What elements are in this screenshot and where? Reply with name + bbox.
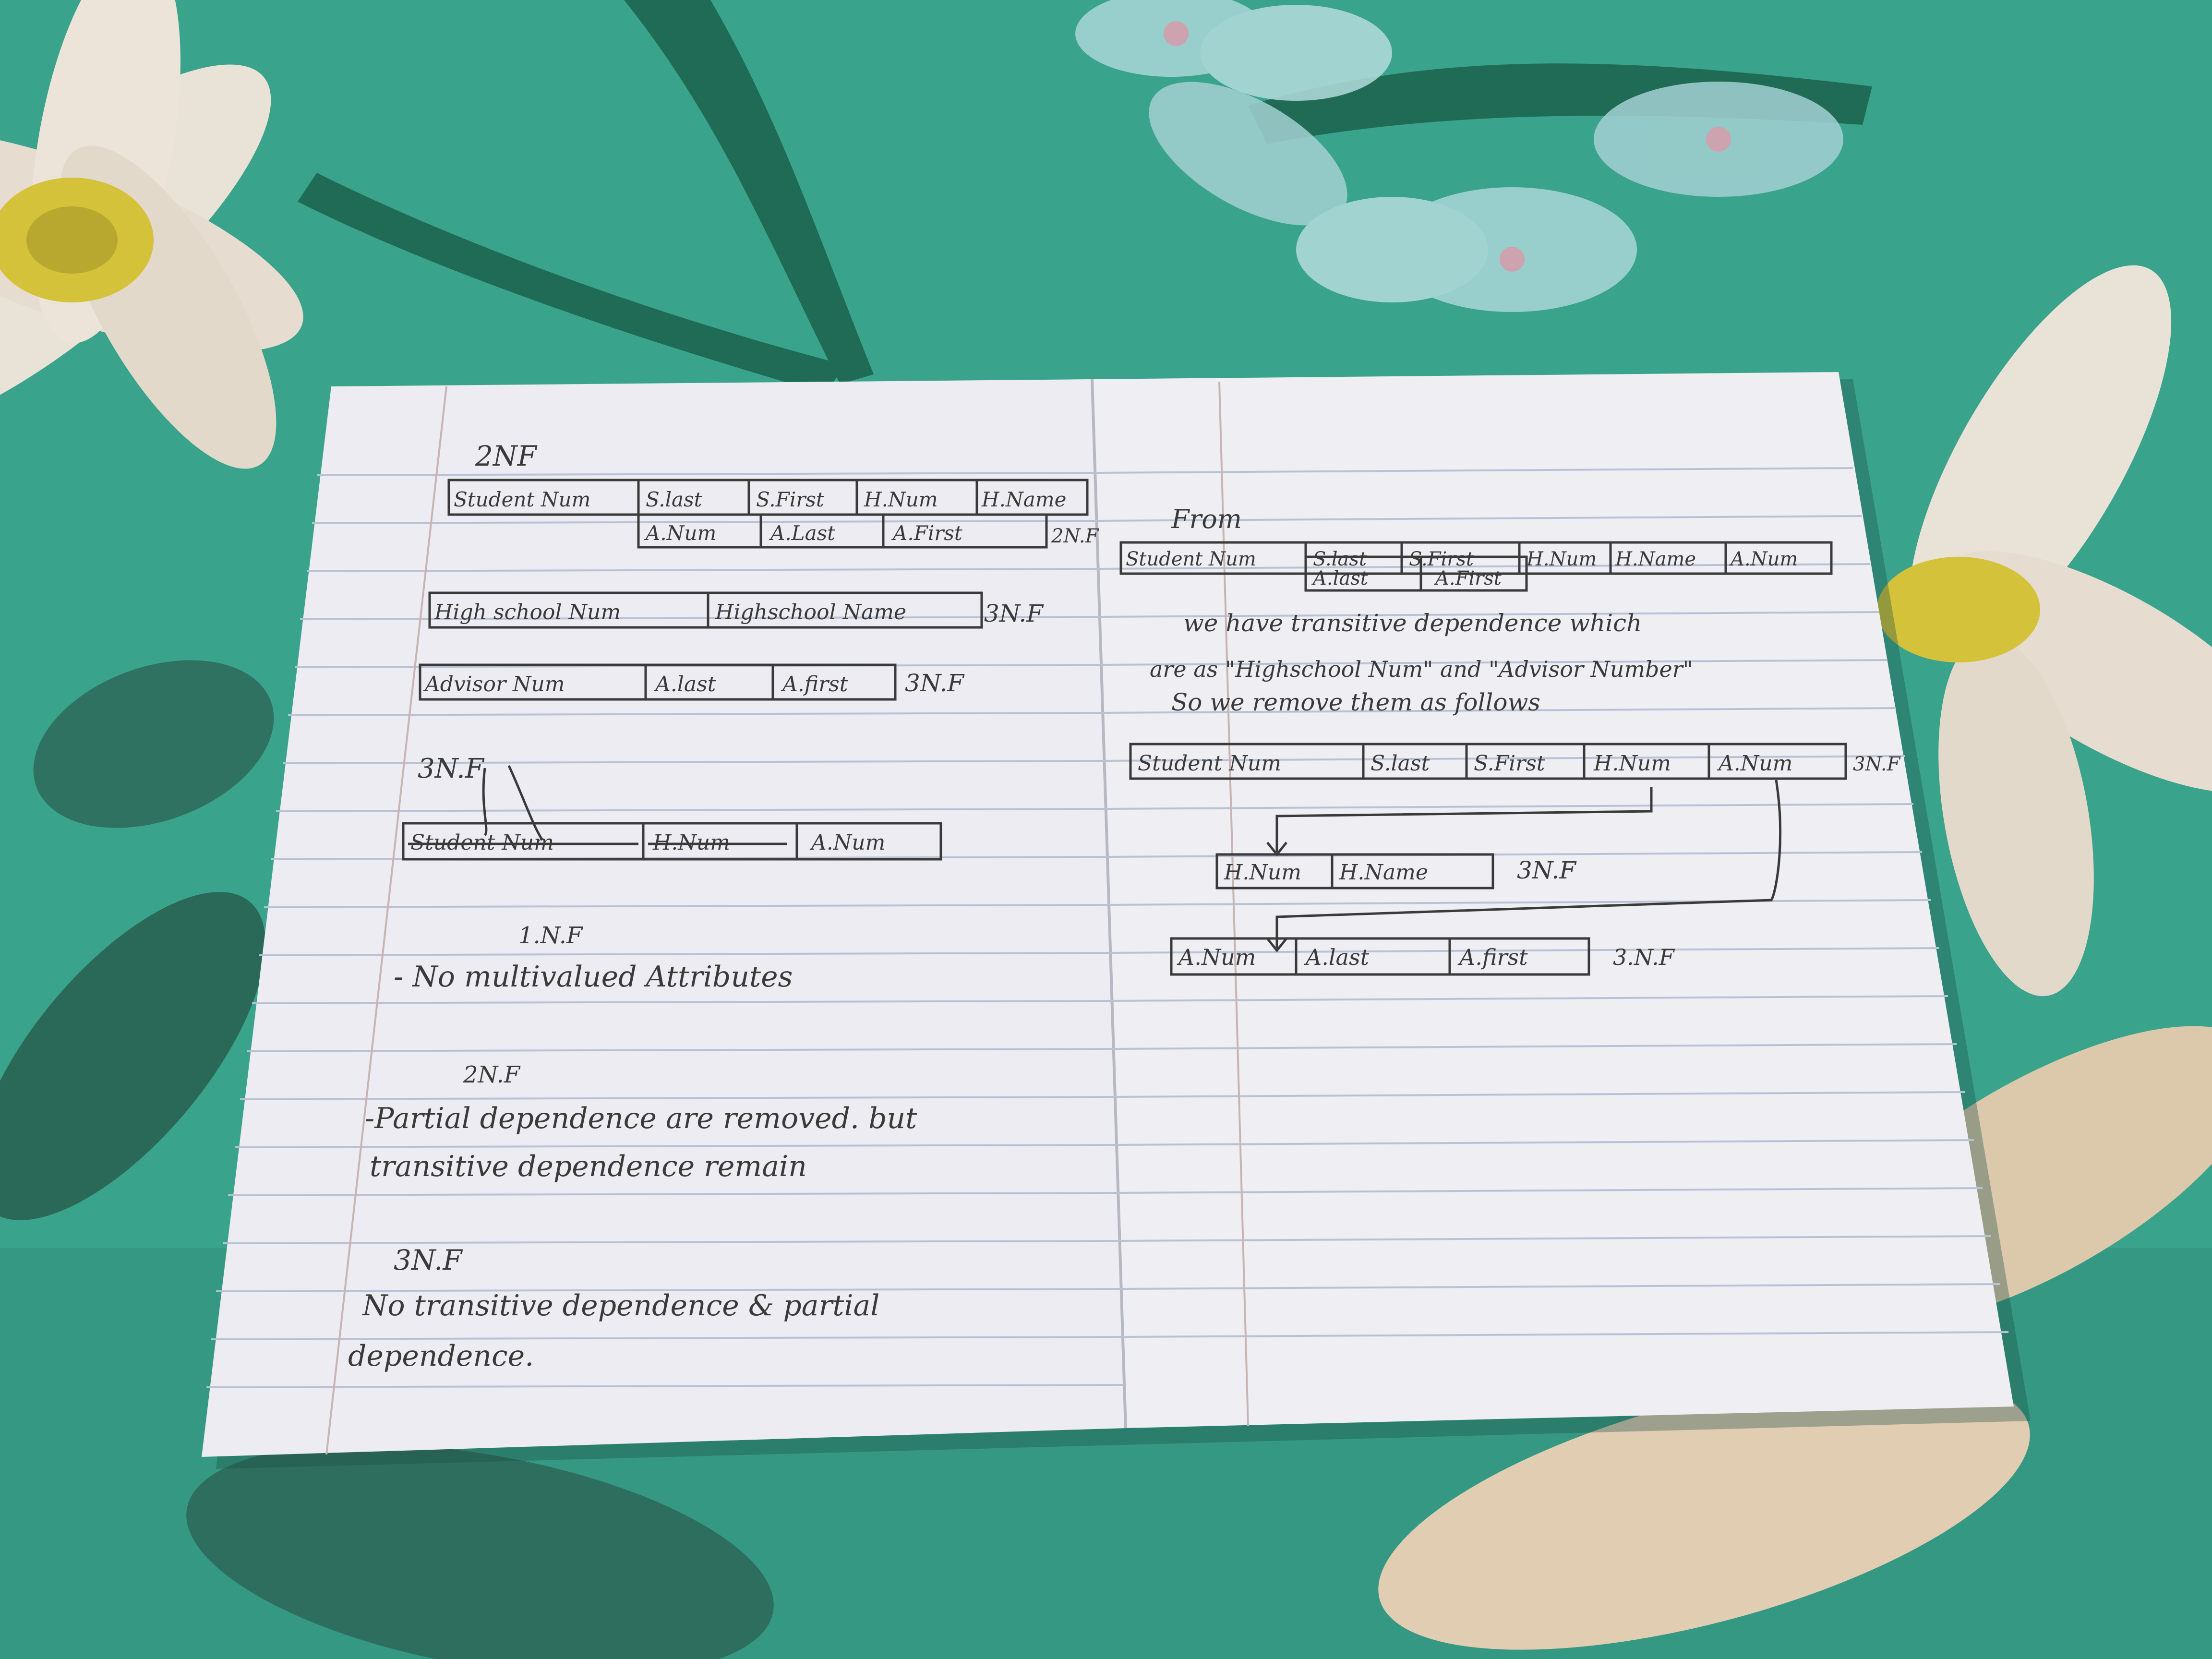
heading-2nf: 2NF (475, 440, 537, 472)
cell-s-last: S.last (646, 488, 702, 511)
label-from: From (1171, 504, 1242, 534)
from-cell-s-first: S.First (1409, 548, 1474, 570)
from-cell-s-last: S.last (1313, 548, 1367, 570)
hnum-cell-h-name: H.Name (1339, 860, 1428, 885)
note-3nf-line1: No transitive dependence & partial (362, 1289, 880, 1322)
cell-h-num: H.Num (864, 488, 938, 511)
cell-link-a-num: A.Num (811, 830, 886, 855)
student-cell-s-last: S.last (1370, 751, 1430, 776)
cell-student-num: Student Num (454, 488, 591, 511)
cell-a-last: A.Last (770, 521, 836, 545)
cell-s-first: S.First (756, 488, 824, 511)
cell-link-student-num: Student Num (410, 830, 554, 855)
tag-highschool-3nf: 3N.F (984, 600, 1043, 627)
from-cell-h-num: H.Num (1527, 548, 1597, 570)
cell-h-name: H.Name (982, 488, 1067, 511)
explain-line1: we have transitive dependence which (1183, 609, 1642, 637)
cell-advisor-num: Advisor Num (425, 672, 565, 697)
note-2nf-line1: -Partial dependence are removed. but (365, 1102, 917, 1135)
cell-link-h-num: H.Num (653, 830, 730, 855)
from-cell-a-last: A.last (1313, 567, 1368, 589)
student-cell-student-num: Student Num (1138, 751, 1281, 776)
cell-advisor-a-last: A.last (655, 672, 716, 697)
heading-3nf-notes: 3N.F (394, 1244, 462, 1276)
cell-highschool-num: High school Num (434, 600, 621, 625)
heading-1nf: 1.N.F (518, 922, 583, 949)
cell-a-num: A.Num (646, 521, 717, 545)
heading-2nf-notes: 2N.F (463, 1061, 520, 1088)
tag-2nf: 2N.F (1051, 525, 1099, 547)
from-cell-student-num: Student Num (1126, 548, 1256, 570)
cell-advisor-a-first: A.first (782, 672, 848, 697)
hnum-cell-h-num: H.Num (1224, 860, 1301, 885)
from-cell-a-first: A.First (1435, 567, 1502, 589)
anum-cell-a-first: A.first (1459, 944, 1528, 970)
explain-line3: So we remove them as follows (1171, 688, 1540, 716)
student-cell-a-num: A.Num (1719, 751, 1793, 776)
tag-advisor-3nf: 3N.F (905, 669, 964, 697)
note-1nf: - No multivalued Attributes (394, 960, 793, 994)
cell-a-first: A.First (893, 521, 962, 545)
note-2nf-line2: transitive dependence remain (370, 1150, 807, 1183)
note-3nf-line2: dependence. (348, 1339, 534, 1373)
student-cell-h-num: H.Num (1594, 751, 1671, 776)
cell-highschool-name: Highschool Name (715, 600, 907, 625)
student-cell-s-first: S.First (1474, 751, 1545, 776)
from-cell-a-num: A.Num (1731, 548, 1798, 570)
anum-cell-a-last: A.last (1306, 944, 1370, 970)
hnum-tag-3nf: 3N.F (1517, 856, 1576, 884)
student-tag-3nf: 3N.F (1853, 753, 1900, 775)
heading-3nf: 3N.F (418, 753, 484, 784)
from-cell-h-name: H.Name (1615, 548, 1696, 570)
anum-tag-3nf: 3.N.F (1613, 944, 1674, 970)
explain-line2: are as "Highschool Num" and "Advisor Number" (1150, 656, 1693, 682)
anum-cell-a-num: A.Num (1178, 944, 1256, 970)
